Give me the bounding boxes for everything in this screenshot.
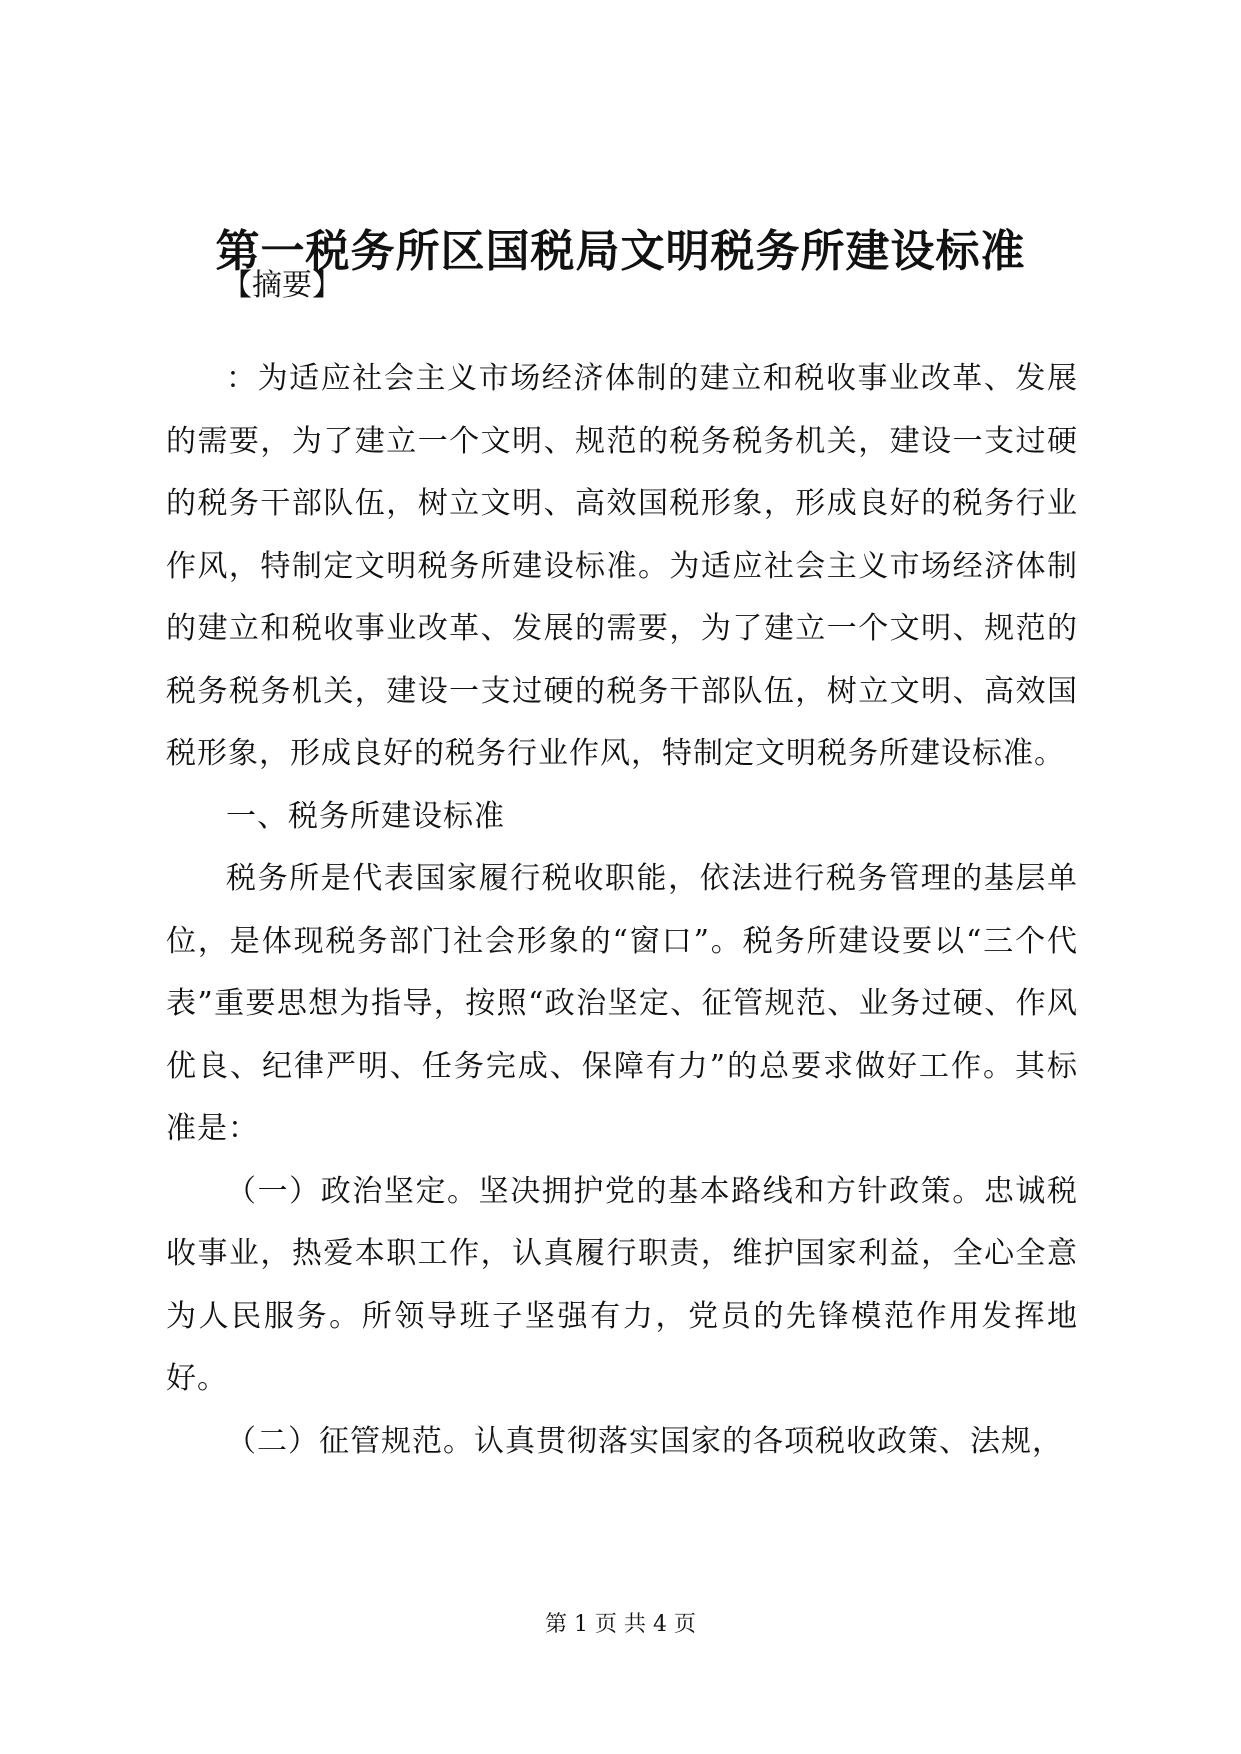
list-item-paragraph: （一）政治坚定。坚决拥护党的基本路线和方针政策。忠诚税收事业，热爱本职工作，认真履行职责，维护国家利益，全心全意为人民服务。所领导班子坚强有力，党员的先锋模范作用发挥地好。 <box>166 1173 1078 1396</box>
section-heading: 一、税务所建设标准 <box>226 798 505 834</box>
document-body <box>166 348 1078 1473</box>
abstract-paragraph: ：为适应社会主义市场经济体制的建立和税收事业改革、发展的需要，为了建立一个文明、规范的税务税务机关，建设一支过硬的税务干部队伍，树立文明、高效国税形象，形成良好的税务行业作风，特制定文明税务所建设标准。为适应社会主义市场经济体制的建立和税收事业改革、发展的需要，为了建立一个文明、规范的税务税务机关，建设一支过硬的税务干部队伍，树立文明、高效国税形象，形成良好的税务行业作风，特制定文明税务所建设标准。 <box>166 361 1078 771</box>
page-footer: 第 1 页 共 4 页 <box>545 1612 696 1637</box>
list-item-paragraph: （二）征管规范。认真贯彻落实国家的各项税收政策、法规， <box>226 1423 1063 1459</box>
abstract-label: 【摘要】 <box>222 268 342 303</box>
body-paragraph: 税务所是代表国家履行税收职能，依法进行税务管理的基层单位，是体现税务部门社会形象的“窗口”。税务所建设要以“三个代表”重要思想为指导，按照“政治坚定、征管规范、业务过硬、作风优良、纪律严明、任务完成、保障有力”的总要求做好工作。其标准是： <box>166 861 1078 1146</box>
document-title: 第一税务所区国税局文明税务所建设标准 <box>215 226 1026 277</box>
